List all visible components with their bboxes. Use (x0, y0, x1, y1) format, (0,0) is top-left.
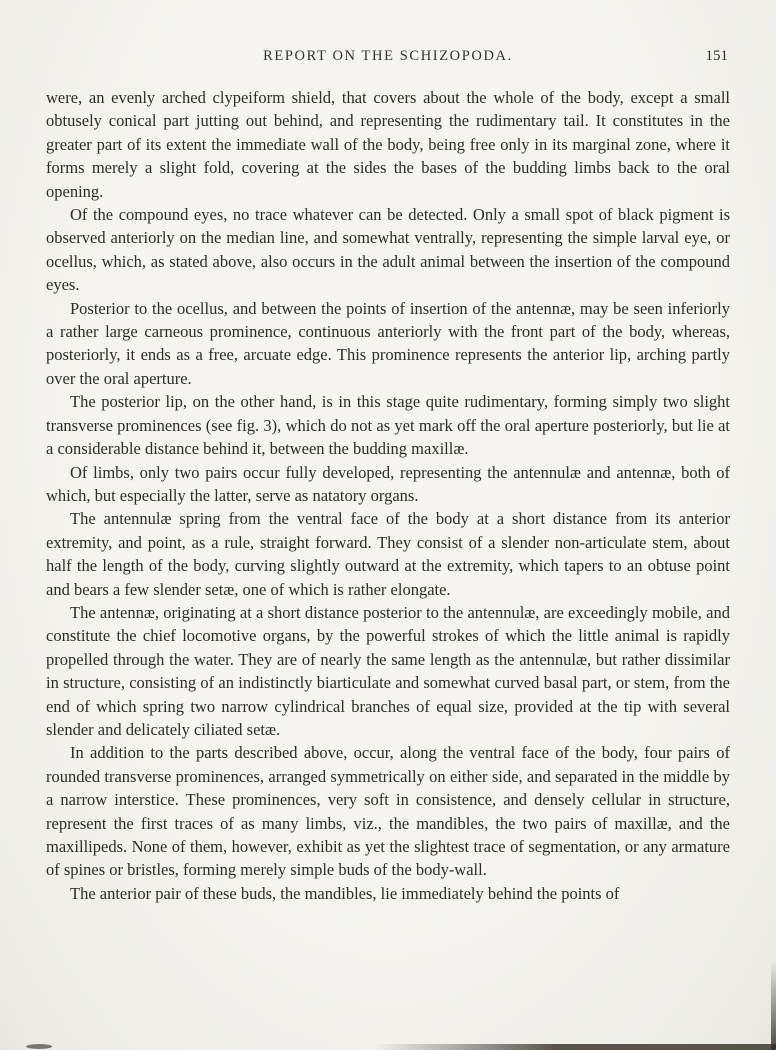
running-title: REPORT ON THE SCHIZOPODA. (263, 48, 513, 64)
page-edge-shadow-right (771, 960, 776, 1050)
page-edge-shadow-bottom (375, 1044, 776, 1050)
paragraph: Posterior to the ocellus, and between the points of insertion of the antennæ, may be seen inferiorly a rather large carneous prominence, continuous anteriorly with the front part of the body, whereas, posteriorly, it ends as a free, arcuate edge. This prominence represents the anterior lip, arching partly over the oral aperture. (46, 298, 730, 388)
paragraph: The antennæ, originating at a short distance posterior to the antennulæ, are exceedingly mobile, and constitute the chief locomotive organs, by the powerful strokes of which the little animal is rapidly propelled through the water. They are of nearly the same length as the antennulæ, but rather dissimilar in structure, consisting of an indistinctly biarticulate and somewhat curved basal part, or stem, from the end of which spring two narrow cylindrical branches of equal size, provided at the tip with several slender and delicately ciliated setæ. (46, 602, 730, 739)
page-number: 151 (705, 48, 728, 64)
paragraph: The anterior pair of these buds, the mandibles, lie immediately behind the points of (70, 883, 620, 903)
paragraph: Of limbs, only two pairs occur fully developed, representing the antennulæ and antennæ, both of which, but especially the latter, serve as natatory organs. (46, 462, 730, 505)
paragraph: Of the compound eyes, no trace whatever can be detected. Only a small spot of black pigment is observed anteriorly on the median line, and somewhat ventrally, representing the simple larval eye, or ocellus, which, as stated above, also occurs in the adult animal between the insertion of the compound eyes. (46, 205, 730, 295)
page-header (46, 48, 730, 68)
paragraph: The posterior lip, on the other hand, is in this stage quite rudimentary, forming simply two slight transverse prominences (see fig. 3), which do not as yet mark off the oral aperture posteriorly, but lie at a considerable distance behind it, between the budding maxillæ. (46, 392, 730, 459)
page-body (46, 86, 730, 905)
paragraph: The antennulæ spring from the ventral face of the body at a short distance from its anterior extremity, and point, as a rule, straight forward. They consist of a slender non-articulate stem, about half the length of the body, curving slightly outward at the extremity, which tapers to an obtuse point and bears a few slender setæ, one of which is rather elongate. (46, 509, 730, 599)
paragraph: were, an evenly arched clypeiform shield, that covers about the whole of the body, except a small obtusely conical part jutting out behind, and representing the rudimentary tail. It constitutes in the greater part of its extent the immediate wall of the body, being free only in its marginal zone, where it forms merely a slight fold, covering at the sides the bases of the budding limbs back to the oral opening. (46, 88, 730, 201)
scan-artifact-mark (26, 1044, 52, 1049)
paragraph: In addition to the parts described above, occur, along the ventral face of the body, four pairs of rounded transverse prominences, arranged symmetrically on either side, and separated in the middle by a narrow interstice. These prominences, very soft in consistence, and densely cellular in structure, represent the first traces of as many limbs, viz., the mandibles, the two pairs of maxillæ, and the maxillipeds. None of them, however, exhibit as yet the slightest trace of segmentation, or any armature of spines or bristles, forming merely simple buds of the body-wall. (46, 743, 730, 880)
